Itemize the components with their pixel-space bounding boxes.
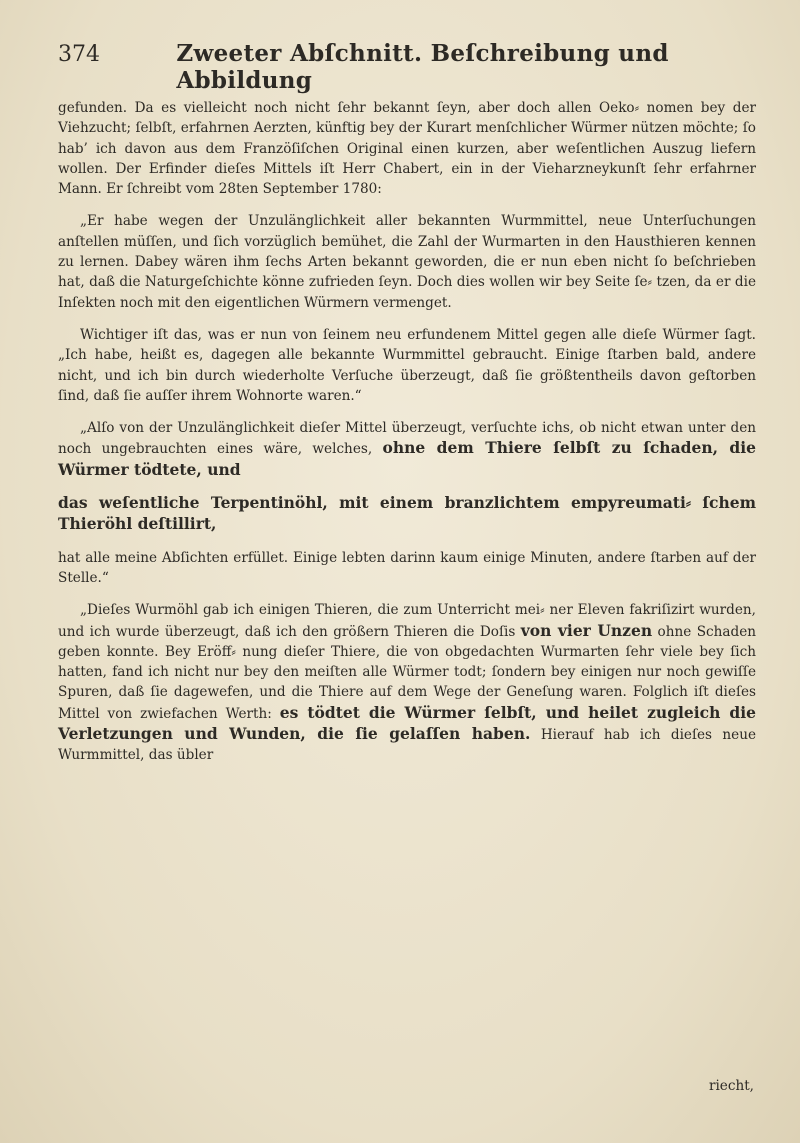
body-text xyxy=(58,98,756,766)
paragraph-3-text: Wichtiger iſt das, was er nun von ſeinem neu erfundenem Mittel gegen alle dieſe Würmer ſagt. „Ich habe, heißt es, dagegen alle bekannte Wurmmittel gebraucht. Einige ſtarben bald, andere nicht, und ich bin durch wiederholte Verſuche überzeugt, daß ſie größtentheils davon geſtorben ſind, daß ſie auſſer ihrem Wohnorte waren.“ xyxy=(58,326,756,404)
paragraph-7-text-b: ohne Schaden geben konnte. Bey Eröff⸗ nung dieſer Thiere, die von obgedachten Wurmarten ſehr viele bey ſich hatten, fand ich nicht nur bey den meiſten alle Würmer todt; ſondern bey einigen nur noch gewiſſe Spuren, daß ſie dagewefen, und die Thiere auf dem Wege der Geneſung waren. Folglich iſt dieſes Mittel von zwiefachen Werth: xyxy=(58,623,757,722)
paragraph-7-text-a: „Dieſes Wurmöhl gab ich einigen Thieren, die zum Unterricht mei⸗ ner Eleven fakriſizirt wurden, und ich wurde überzeugt, daß ich den größern Thieren die Doſis xyxy=(58,602,756,640)
paragraph-7 xyxy=(58,600,756,765)
paragraph-5 xyxy=(58,493,756,536)
paragraph-6-text: hat alle meine Abſichten erfüllet. Einige lebten darinn kaum einige Minuten, andere ſtarben auf der Stelle.“ xyxy=(58,549,756,586)
running-title: Zweeter Abſchnitt. Beſchreibung und Abbildung xyxy=(176,40,669,94)
paragraph-4 xyxy=(58,418,756,481)
paragraph-7-emphasis-a: von vier Unzen xyxy=(520,620,653,640)
paragraph-4-emphasis: ohne dem Thiere ſelbſt zu ſchaden, die Würmer tödtete, und xyxy=(58,438,756,479)
paragraph-3 xyxy=(58,325,756,406)
paragraph-1-text: gefunden. Da es vielleicht noch nicht ſehr bekannt ſeyn, aber doch allen Oeko⸗ nomen bey der Viehzucht; ſelbſt, erfahrnen Aerzten, künftig bey der Kurart menſchlicher Würmer nützen möchte; ſo hab’ ich davon aus dem Franzöſiſchen Original einen kurzen, aber weſentlichen Auszug liefern wollen. Der Erfinder dieſes Mittels iſt Herr Chabert, ein in der Vieharzneykunſt ſehr erfahrner Mann. Er ſchreibt vom 28ten September 1780: xyxy=(58,100,756,198)
paragraph-2 xyxy=(58,211,756,312)
paragraph-5-emphasis: das weſentliche Terpentinöhl, mit einem branzlichtem empyreumati⸗ ſchem Thieröhl deſtillirt, xyxy=(58,493,756,534)
page-number: 374 xyxy=(58,42,100,67)
paragraph-7-text-c: Hierauf hab ich dieſes neue Wurmmittel, das übler xyxy=(58,727,756,764)
paragraph-6 xyxy=(58,548,756,589)
paragraph-4-text: „Alſo von der Unzulänglichkeit dieſer Mittel überzeugt, verſuchte ichs, ob nicht etwan unter den noch ungebrauchten eines wäre, welches, xyxy=(58,420,756,458)
paragraph-1 xyxy=(58,98,756,199)
paragraph-7-emphasis-b: es tödtet die Würmer ſelbſt, und heilet zugleich die Verletzungen und Wunden, die ſie gelaſſen haben. xyxy=(58,702,756,744)
catchword: riecht, xyxy=(708,1078,754,1094)
page-header xyxy=(58,40,756,92)
paragraph-2-text: „Er habe wegen der Unzulänglichkeit aller bekannten Wurmmittel, neue Unterſuchungen anſtellen müſſen, und ſich vorzüglich bemühet, die Zahl der Wurmarten in den Hausthieren kennen zu lernen. Dabey wären ihm ſechs Arten bekannt geworden, die er nun eben nicht ſo beſchrieben hat, daß die Naturgeſchichte könne zufrieden ſeyn. Doch dies wollen wir bey Seite ſe⸗ tzen, da er die Inſekten noch mit den eigentlichen Würmern vermenget. xyxy=(58,213,756,311)
